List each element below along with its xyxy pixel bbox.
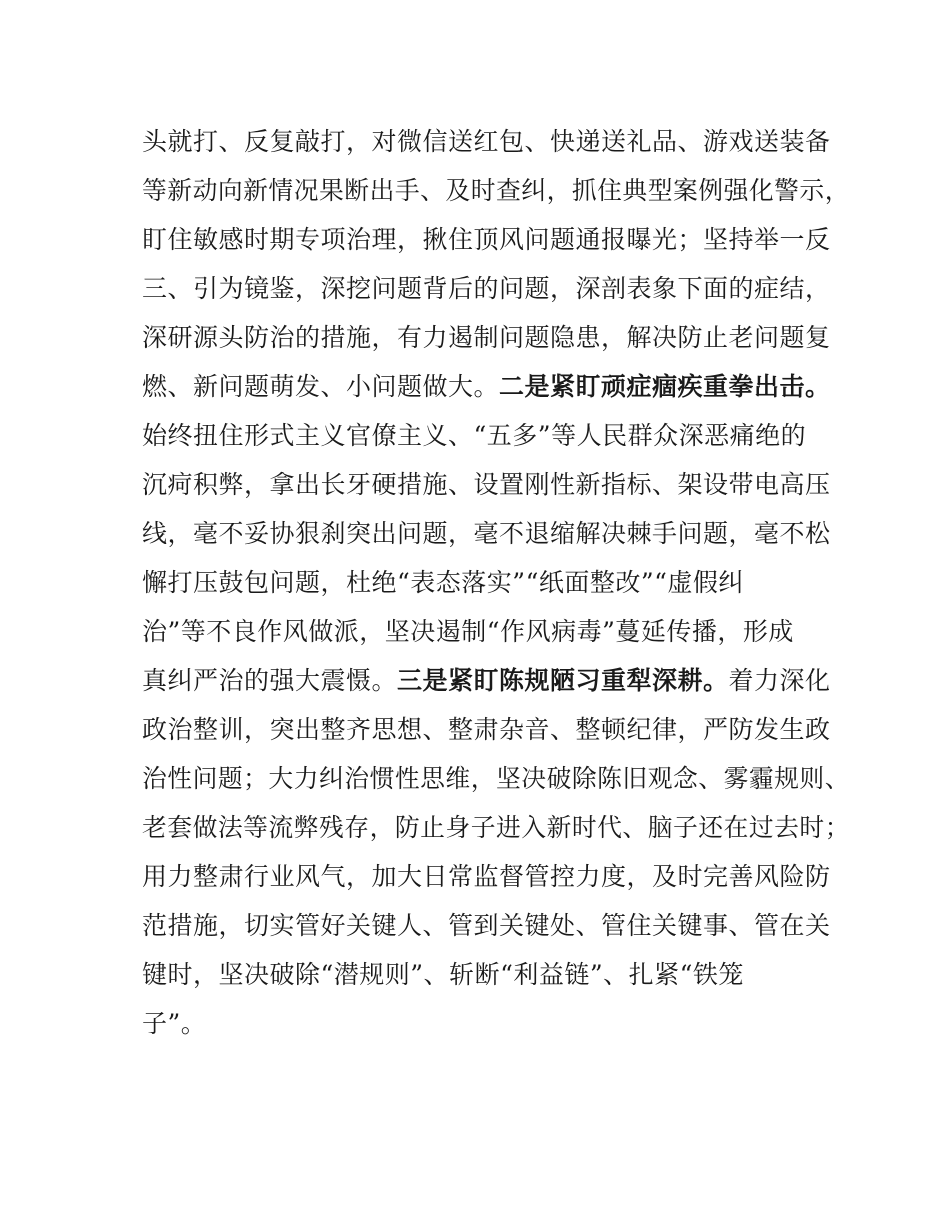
text-line bbox=[142, 514, 831, 554]
text-line bbox=[142, 220, 831, 260]
text-segment: 懈打压鼓包问题，杜绝“表态落实”“纸面整改”“虚假纠 bbox=[142, 568, 744, 597]
text-segment: 政治整训，突出整齐思想、整肃杂音、整顿纪律，严防发生政 bbox=[142, 715, 831, 744]
text-segment: 盯住敏感时期专项治理，揪住顶风问题通报曝光；坚持举一反 bbox=[142, 225, 831, 254]
text-line bbox=[142, 367, 831, 407]
text-segment: 用力整肃行业风气，加大日常监督管控力度，及时完善风险防 bbox=[142, 862, 831, 891]
bold-heading-segment: 三是紧盯陈规陋习重犁深耕。 bbox=[397, 666, 729, 695]
text-line bbox=[142, 1004, 206, 1044]
text-line bbox=[142, 612, 794, 652]
text-segment: 燃、新问题萌发、小问题做大。 bbox=[142, 372, 500, 401]
text-segment: 头就打、反复敲打，对微信送红包、快递送礼品、游戏送装备 bbox=[142, 127, 831, 156]
text-line bbox=[142, 906, 831, 946]
text-line bbox=[142, 857, 831, 897]
text-line bbox=[142, 465, 831, 505]
text-segment: 范措施，切实管好关键人、管到关键处、管住关键事、管在关 bbox=[142, 911, 831, 940]
text-segment: 真纠严治的强大震慑。 bbox=[142, 666, 398, 695]
text-line bbox=[142, 955, 744, 995]
text-segment: 子”。 bbox=[142, 1009, 207, 1038]
text-segment: 治”等不良作风做派，坚决遏制“作风病毒”蔓延传播，形成 bbox=[142, 617, 794, 646]
bold-heading-segment: 二是紧盯顽症痼疾重拳出击。 bbox=[499, 372, 831, 401]
text-segment: 键时，坚决破除“潜规则”、斩断“利益链”、扎紧“铁笼 bbox=[142, 960, 744, 989]
text-line bbox=[142, 122, 831, 162]
text-segment: 治性问题；大力纠治惯性思维，坚决破除陈旧观念、雾霾规则、 bbox=[142, 764, 851, 793]
text-segment: 等新动向新情况果断出手、及时查纠，抓住典型案例强化警示， bbox=[142, 176, 851, 205]
text-segment: 深研源头防治的措施，有力遏制问题隐患，解决防止老问题复 bbox=[142, 323, 831, 352]
text-line bbox=[142, 269, 831, 309]
text-line bbox=[142, 318, 831, 358]
text-segment: 三、引为镜鉴，深挖问题背后的问题，深剖表象下面的症结， bbox=[142, 274, 831, 303]
text-segment: 老套做法等流弊残存，防止身子进入新时代、脑子还在过去时； bbox=[142, 813, 851, 842]
text-segment: 着力深化 bbox=[728, 666, 831, 695]
text-line bbox=[142, 416, 806, 456]
text-segment: 沉疴积弊，拿出长牙硬措施、设置刚性新指标、架设带电高压 bbox=[142, 470, 831, 499]
text-segment: 始终扭住形式主义官僚主义、“五多”等人民群众深恶痛绝的 bbox=[142, 421, 807, 450]
text-line bbox=[142, 563, 744, 603]
text-segment: 线，毫不妥协狠刹突出问题，毫不退缩解决棘手问题，毫不松 bbox=[142, 519, 831, 548]
text-line bbox=[142, 171, 850, 211]
text-line bbox=[142, 808, 850, 848]
text-line bbox=[142, 759, 850, 799]
text-line bbox=[142, 710, 831, 750]
text-line bbox=[142, 661, 831, 701]
